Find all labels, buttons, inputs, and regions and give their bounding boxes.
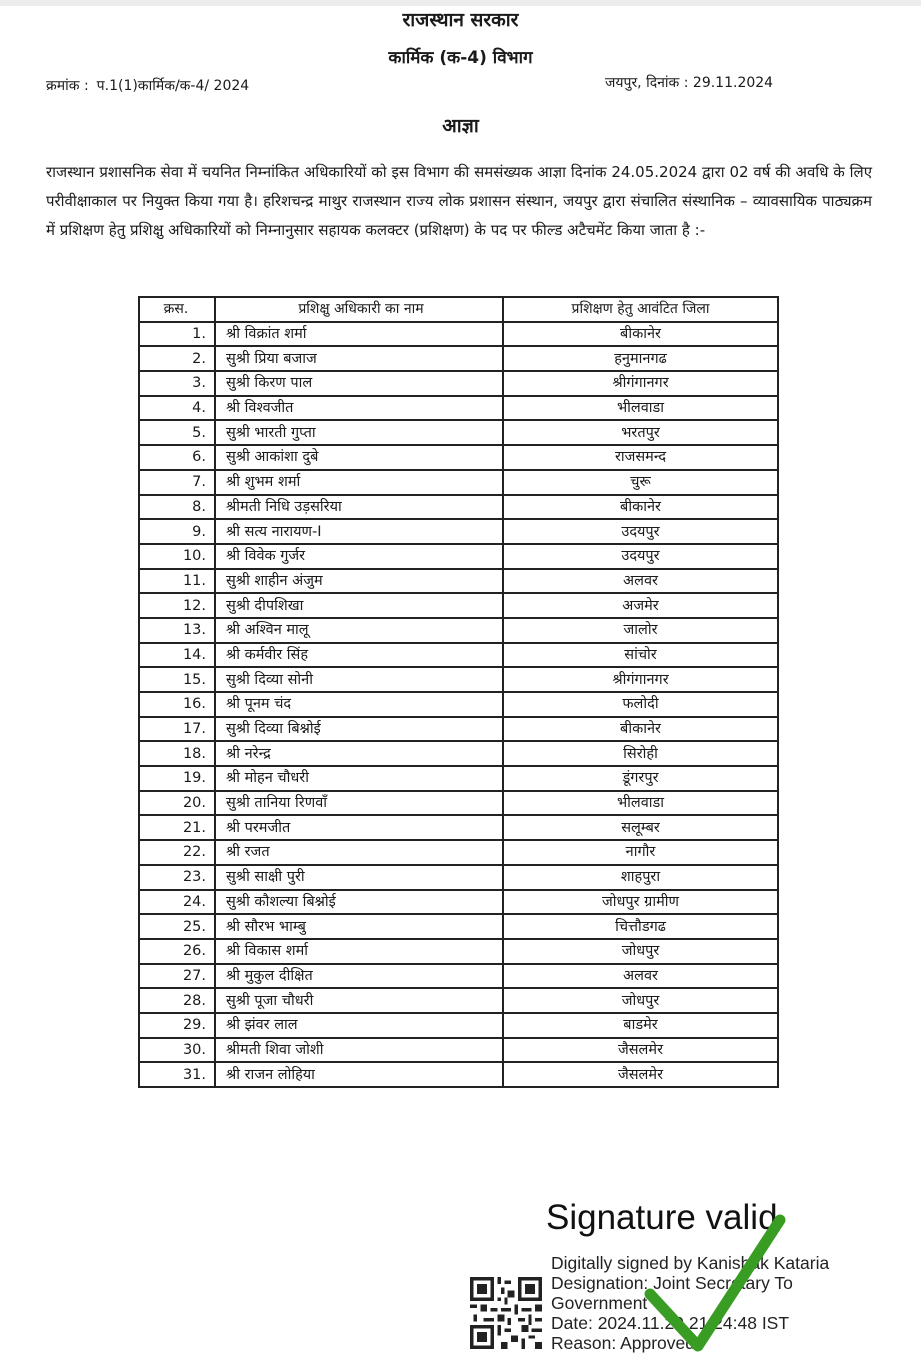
officer-name-cell: सुश्री भारती गुप्ता — [215, 420, 503, 445]
header-serial: क्रस. — [139, 297, 215, 322]
table-row — [139, 840, 778, 865]
serial-number-cell: 10. — [139, 544, 215, 569]
serial-number-cell: 4. — [139, 396, 215, 421]
officer-name-cell: श्री सत्य नारायण-I — [215, 519, 503, 544]
district-cell: जोधपुर — [503, 988, 778, 1013]
order-body-text: राजस्थान प्रशासनिक सेवा में चयनित निम्नांकित अधिकारियों को इस विभाग की समसंख्यक आज्ञा दिनांक 24.05.2024 द्वारा 02 वर्ष की अवधि के लिए परीवीक्षाकाल पर नियुक्त किया गया है। हरिशचन्द्र माथुर राजस्थान राज्य लोक प्रशासन संस्थान, जयपुर द्वारा संचालित संस्थानिक – व्यावसायिक पाठ्यक्रम में प्रशिक्षण हेतु प्रशिक्षु अधिकारियों को निम्नानुसार सहायक कलक्टर (प्रशिक्षण) के पद पर फील्ड अटैचमेंट किया जाता है :- — [46, 163, 872, 239]
table-row — [139, 495, 778, 520]
header-officer-name: प्रशिक्षु अधिकारी का नाम — [215, 297, 503, 322]
serial-number-cell: 28. — [139, 988, 215, 1013]
officer-name-cell: श्री मोहन चौधरी — [215, 766, 503, 791]
officer-name-cell: सुश्री दिव्या सोनी — [215, 667, 503, 692]
district-cell: श्रीगंगानगर — [503, 371, 778, 396]
table-row — [139, 692, 778, 717]
serial-number-cell: 3. — [139, 371, 215, 396]
district-cell: उदयपुर — [503, 544, 778, 569]
qr-code-icon — [470, 1276, 542, 1350]
district-cell: अलवर — [503, 569, 778, 594]
table-row — [139, 717, 778, 742]
reference-label: क्रमांक : — [46, 78, 89, 94]
signature-status: Signature valid — [546, 1198, 778, 1237]
officer-name-cell: श्री मुकुल दीक्षित — [215, 964, 503, 989]
officer-name-cell: श्री अश्विन मालू — [215, 618, 503, 643]
table-row — [139, 791, 778, 816]
district-cell: फलोदी — [503, 692, 778, 717]
officer-name-cell: श्री राजन लोहिया — [215, 1062, 503, 1087]
serial-number-cell: 30. — [139, 1038, 215, 1063]
serial-number-cell: 18. — [139, 741, 215, 766]
district-cell: बाडमेर — [503, 1013, 778, 1038]
table-row — [139, 445, 778, 470]
table-row — [139, 939, 778, 964]
serial-number-cell: 5. — [139, 420, 215, 445]
table-row — [139, 667, 778, 692]
district-cell: बीकानेर — [503, 495, 778, 520]
serial-number-cell: 9. — [139, 519, 215, 544]
department-heading: कार्मिक (क-4) विभाग — [388, 48, 533, 68]
district-cell: बीकानेर — [503, 322, 778, 347]
district-cell: जोधपुर — [503, 939, 778, 964]
serial-number-cell: 6. — [139, 445, 215, 470]
checkmark-icon — [640, 1206, 790, 1356]
serial-number-cell: 31. — [139, 1062, 215, 1087]
serial-number-cell: 15. — [139, 667, 215, 692]
table-row — [139, 1062, 778, 1087]
header-district: प्रशिक्षण हेतु आवंटित जिला — [503, 297, 778, 322]
district-cell: शाहपुरा — [503, 865, 778, 890]
officer-name-cell: सुश्री कौशल्या बिश्नोई — [215, 890, 503, 915]
table-row — [139, 1038, 778, 1063]
officer-name-cell: सुश्री पूजा चौधरी — [215, 988, 503, 1013]
district-cell: श्रीगंगानगर — [503, 667, 778, 692]
district-cell: जैसलमेर — [503, 1062, 778, 1087]
district-cell: हनुमानगढ — [503, 346, 778, 371]
table-row — [139, 396, 778, 421]
district-cell: बीकानेर — [503, 717, 778, 742]
officer-name-cell: श्री विश्वजीत — [215, 396, 503, 421]
serial-number-cell: 25. — [139, 914, 215, 939]
signature-line: Designation: Joint Secretary To — [551, 1273, 793, 1293]
table-row — [139, 519, 778, 544]
table-row — [139, 470, 778, 495]
officer-name-cell: श्री कर्मवीर सिंह — [215, 643, 503, 668]
officer-name-cell: सुश्री साक्षी पुरी — [215, 865, 503, 890]
officer-name-cell: सुश्री दीपशिखा — [215, 593, 503, 618]
serial-number-cell: 11. — [139, 569, 215, 594]
officer-name-cell: श्री पूनम चंद — [215, 692, 503, 717]
officer-name-cell: सुश्री प्रिया बजाज — [215, 346, 503, 371]
table-row — [139, 1013, 778, 1038]
table-row — [139, 815, 778, 840]
officer-name-cell: श्री विकास शर्मा — [215, 939, 503, 964]
table-row — [139, 964, 778, 989]
signature-line: Date: 2024.11.29 21:24:48 IST — [551, 1313, 790, 1333]
table-header-row — [139, 297, 778, 322]
reference-line — [46, 76, 249, 95]
serial-number-cell: 1. — [139, 322, 215, 347]
table-row — [139, 569, 778, 594]
officer-name-cell: श्री परमजीत — [215, 815, 503, 840]
signature-line: Digitally signed by Kanishak Kataria — [551, 1253, 830, 1273]
district-cell: भीलवाडा — [503, 396, 778, 421]
officer-allocation-table — [138, 296, 779, 1088]
district-cell: चुरू — [503, 470, 778, 495]
serial-number-cell: 13. — [139, 618, 215, 643]
serial-number-cell: 12. — [139, 593, 215, 618]
serial-number-cell: 20. — [139, 791, 215, 816]
table-row — [139, 914, 778, 939]
serial-number-cell: 17. — [139, 717, 215, 742]
table-row — [139, 643, 778, 668]
reference-number: प.1(1)कार्मिक/क-4/ 2024 — [96, 78, 250, 94]
officer-name-cell: सुश्री आकांशा दुबे — [215, 445, 503, 470]
table-row — [139, 890, 778, 915]
officer-name-cell: सुश्री दिव्या बिश्नोई — [215, 717, 503, 742]
officer-name-cell: श्री रजत — [215, 840, 503, 865]
table-row — [139, 322, 778, 347]
officer-name-cell: सुश्री शाहीन अंजुम — [215, 569, 503, 594]
officer-name-cell: श्रीमती शिवा जोशी — [215, 1038, 503, 1063]
serial-number-cell: 29. — [139, 1013, 215, 1038]
district-cell: राजसमन्द — [503, 445, 778, 470]
officer-name-cell: श्री झंवर लाल — [215, 1013, 503, 1038]
serial-number-cell: 26. — [139, 939, 215, 964]
serial-number-cell: 2. — [139, 346, 215, 371]
officer-name-cell: श्री नरेन्द्र — [215, 741, 503, 766]
government-heading: राजस्थान सरकार — [402, 9, 519, 31]
signature-line: Government — [551, 1293, 648, 1313]
serial-number-cell: 7. — [139, 470, 215, 495]
district-cell: सांचोर — [503, 643, 778, 668]
officer-name-cell: श्री विक्रांत शर्मा — [215, 322, 503, 347]
place-date: जयपुर, दिनांक : 29.11.2024 — [605, 75, 774, 91]
table-row — [139, 346, 778, 371]
table-row — [139, 618, 778, 643]
officer-name-cell: सुश्री तानिया रिणवाँ — [215, 791, 503, 816]
table-row — [139, 371, 778, 396]
district-cell: जैसलमेर — [503, 1038, 778, 1063]
officer-name-cell: सुश्री किरण पाल — [215, 371, 503, 396]
district-cell: चित्तौडगढ — [503, 914, 778, 939]
serial-number-cell: 22. — [139, 840, 215, 865]
order-title: आज्ञा — [442, 115, 479, 137]
district-cell: अलवर — [503, 964, 778, 989]
serial-number-cell: 21. — [139, 815, 215, 840]
serial-number-cell: 24. — [139, 890, 215, 915]
serial-number-cell: 19. — [139, 766, 215, 791]
district-cell: जोधपुर ग्रामीण — [503, 890, 778, 915]
officer-name-cell: श्री शुभम शर्मा — [215, 470, 503, 495]
officer-name-cell: श्रीमती निधि उड़सरिया — [215, 495, 503, 520]
district-cell: डूंगरपुर — [503, 766, 778, 791]
district-cell: अजमेर — [503, 593, 778, 618]
table-row — [139, 420, 778, 445]
district-cell: सलूम्बर — [503, 815, 778, 840]
officer-name-cell: श्री सौरभ भाम्बु — [215, 914, 503, 939]
table-row — [139, 766, 778, 791]
district-cell: जालोर — [503, 618, 778, 643]
district-cell: सिरोही — [503, 741, 778, 766]
serial-number-cell: 14. — [139, 643, 215, 668]
officer-name-cell: श्री विवेक गुर्जर — [215, 544, 503, 569]
serial-number-cell: 27. — [139, 964, 215, 989]
table-row — [139, 865, 778, 890]
district-cell: भीलवाडा — [503, 791, 778, 816]
table-row — [139, 988, 778, 1013]
serial-number-cell: 23. — [139, 865, 215, 890]
signature-line: Reason: Approved — [551, 1333, 695, 1353]
district-cell: उदयपुर — [503, 519, 778, 544]
serial-number-cell: 8. — [139, 495, 215, 520]
district-cell: भरतपुर — [503, 420, 778, 445]
table-body — [139, 322, 778, 1087]
serial-number-cell: 16. — [139, 692, 215, 717]
district-cell: नागौर — [503, 840, 778, 865]
table-row — [139, 741, 778, 766]
table-row — [139, 544, 778, 569]
table-row — [139, 593, 778, 618]
